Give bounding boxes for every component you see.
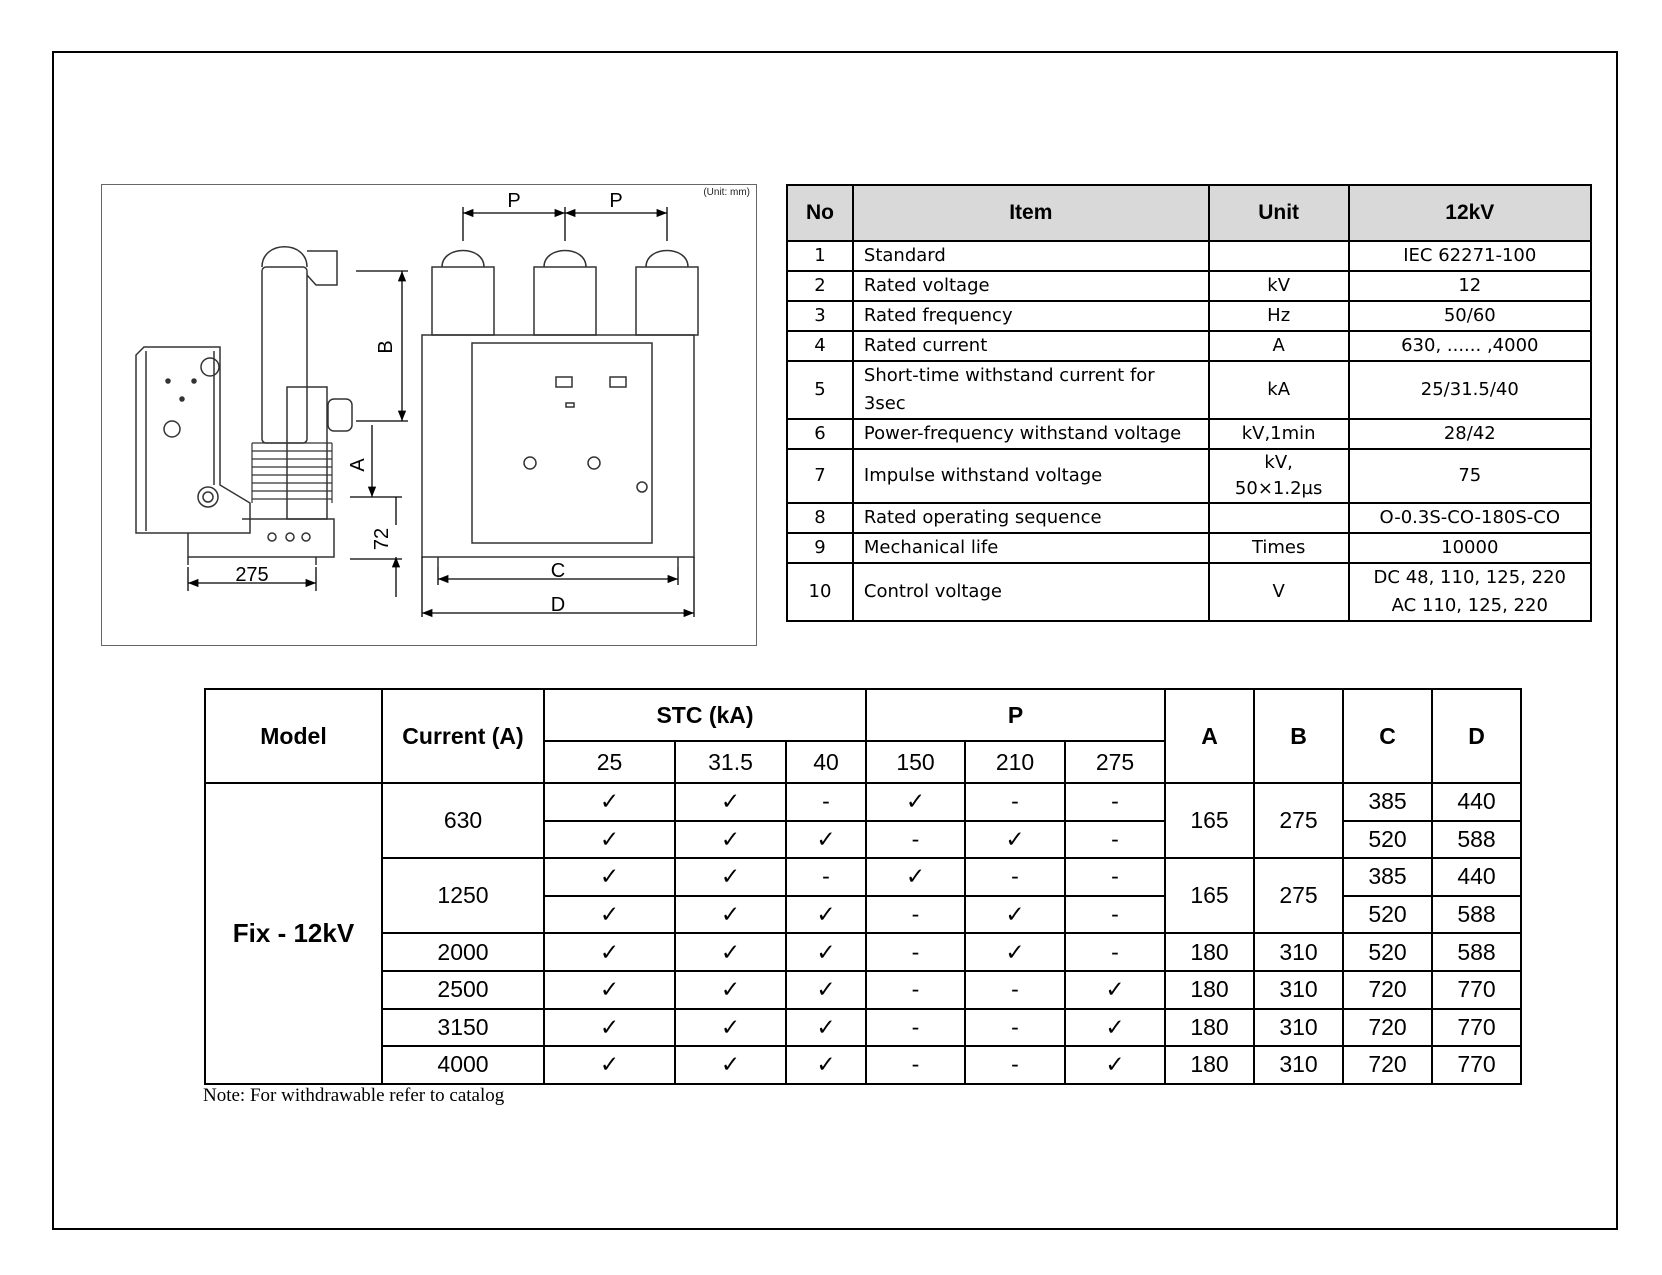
- spec-unit: kV: [1209, 271, 1349, 301]
- spec-unit: V: [1209, 563, 1349, 621]
- spec-item: Rated operating sequence: [853, 503, 1209, 533]
- spec-header-unit: Unit: [1209, 185, 1349, 241]
- header-stc: STC (kA): [544, 689, 866, 741]
- spec-item: Rated voltage: [853, 271, 1209, 301]
- subheader-stc: 31.5: [675, 741, 786, 783]
- cell-d: 770: [1432, 1046, 1521, 1084]
- cell-stc40: ✓: [786, 1046, 866, 1084]
- cell-b: 310: [1254, 1046, 1343, 1084]
- cell-a: 165: [1165, 783, 1254, 858]
- cell-b: 275: [1254, 783, 1343, 858]
- cell-c: 385: [1343, 858, 1432, 896]
- cell-p150: ✓: [866, 783, 965, 821]
- spec-value: 28/42: [1349, 419, 1591, 449]
- cell-stc25: ✓: [544, 783, 675, 821]
- table-row: [205, 971, 1521, 1009]
- table-row: [205, 1009, 1521, 1047]
- spec-header-value: 12kV: [1349, 185, 1591, 241]
- spec-unit: A: [1209, 331, 1349, 361]
- subheader-stc: 25: [544, 741, 675, 783]
- cell-p210: -: [965, 1009, 1065, 1047]
- cell-a: 180: [1165, 1009, 1254, 1047]
- spec-item: Mechanical life: [853, 533, 1209, 563]
- model-header-row: [205, 689, 1521, 741]
- model-table: [204, 688, 1522, 1085]
- spec-unit: kA: [1209, 361, 1349, 419]
- cell-p210: -: [965, 858, 1065, 896]
- cell-p275: -: [1065, 896, 1165, 934]
- spec-value-line1: DC 48, 110, 125, 220: [1373, 567, 1567, 588]
- spec-item: Rated frequency: [853, 301, 1209, 331]
- spec-unit: Hz: [1209, 301, 1349, 331]
- cell-stc40: -: [786, 783, 866, 821]
- cell-current: 2500: [382, 971, 544, 1009]
- spec-item: Impulse withstand voltage: [853, 449, 1209, 503]
- spec-no: 5: [787, 361, 853, 419]
- header-c: C: [1343, 689, 1432, 783]
- side-housing: [136, 347, 250, 533]
- spec-unit: kV,1min: [1209, 419, 1349, 449]
- cell-p275: -: [1065, 858, 1165, 896]
- footnote: Note: For withdrawable refer to catalog: [203, 1085, 505, 1106]
- side-upper-pole: [262, 267, 307, 443]
- header-b: B: [1254, 689, 1343, 783]
- front-body: [422, 335, 694, 557]
- model-name: Fix - 12kV: [205, 783, 382, 1084]
- cell-b: 275: [1254, 858, 1343, 933]
- spec-item: Control voltage: [853, 563, 1209, 621]
- cell-stc25: ✓: [544, 971, 675, 1009]
- cell-p210: -: [965, 783, 1065, 821]
- cell-c: 520: [1343, 896, 1432, 934]
- cell-a: 180: [1165, 971, 1254, 1009]
- cell-stc25: ✓: [544, 821, 675, 859]
- cell-stc40: ✓: [786, 1009, 866, 1047]
- spec-no: 1: [787, 241, 853, 271]
- spec-header-item: Item: [853, 185, 1209, 241]
- spec-row: [787, 271, 1591, 301]
- cell-p150: -: [866, 933, 965, 971]
- spec-row: [787, 533, 1591, 563]
- cell-p150: -: [866, 1009, 965, 1047]
- cell-b: 310: [1254, 1009, 1343, 1047]
- spec-header-row: [787, 185, 1591, 241]
- front-pole-2: [534, 267, 596, 335]
- spec-unit: [1209, 503, 1349, 533]
- spec-item: Power-frequency withstand voltage: [853, 419, 1209, 449]
- spec-value: O-0.3S-CO-180S-CO: [1349, 503, 1591, 533]
- spec-unit: kV, 50×1.2µs: [1209, 449, 1349, 503]
- dim-label-d: D: [550, 594, 566, 616]
- spec-value: 12: [1349, 271, 1591, 301]
- spec-unit: Times: [1209, 533, 1349, 563]
- spec-value: 25/31.5/40: [1349, 361, 1591, 419]
- subheader-stc: 40: [786, 741, 866, 783]
- breaker-outline-svg: [102, 185, 758, 647]
- cell-stc40: -: [786, 858, 866, 896]
- subheader-p: 150: [866, 741, 965, 783]
- cell-stc31: ✓: [675, 858, 786, 896]
- header-model: Model: [205, 689, 382, 783]
- cell-stc25: ✓: [544, 933, 675, 971]
- cell-p150: ✓: [866, 858, 965, 896]
- cell-stc31: ✓: [675, 1009, 786, 1047]
- cell-b: 310: [1254, 933, 1343, 971]
- dim-label-p2: P: [609, 190, 623, 212]
- header-a: A: [1165, 689, 1254, 783]
- cell-p150: -: [866, 1046, 965, 1084]
- spec-no: 10: [787, 563, 853, 621]
- cell-stc31: ✓: [675, 896, 786, 934]
- front-panel: [472, 343, 652, 543]
- cell-c: 520: [1343, 933, 1432, 971]
- cell-d: 770: [1432, 971, 1521, 1009]
- cell-stc25: ✓: [544, 1046, 675, 1084]
- cell-p275: -: [1065, 783, 1165, 821]
- spec-no: 9: [787, 533, 853, 563]
- spec-no: 2: [787, 271, 853, 301]
- cell-p275: -: [1065, 821, 1165, 859]
- cell-stc40: ✓: [786, 933, 866, 971]
- spec-item: Standard: [853, 241, 1209, 271]
- front-pole-1: [432, 267, 494, 335]
- side-knob: [201, 358, 219, 376]
- cell-p275: ✓: [1065, 1046, 1165, 1084]
- cell-p210: ✓: [965, 933, 1065, 971]
- cell-p210: -: [965, 971, 1065, 1009]
- cell-p210: -: [965, 1046, 1065, 1084]
- cell-d: 770: [1432, 1009, 1521, 1047]
- spec-row: [787, 419, 1591, 449]
- subheader-p: 275: [1065, 741, 1165, 783]
- cell-p275: ✓: [1065, 971, 1165, 1009]
- table-row: [205, 1046, 1521, 1084]
- cell-stc40: ✓: [786, 896, 866, 934]
- table-row: [205, 783, 1521, 821]
- cell-p210: ✓: [965, 896, 1065, 934]
- cell-stc25: ✓: [544, 858, 675, 896]
- spec-value-line2: AC 110, 125, 220: [1391, 595, 1548, 616]
- spec-row: [787, 361, 1591, 419]
- dim-label-p1: P: [507, 190, 521, 212]
- cell-a: 180: [1165, 933, 1254, 971]
- spec-unit: [1209, 241, 1349, 271]
- cell-stc31: ✓: [675, 933, 786, 971]
- header-d: D: [1432, 689, 1521, 783]
- subheader-p: 210: [965, 741, 1065, 783]
- header-p: P: [866, 689, 1165, 741]
- dim-label-c: C: [550, 560, 566, 582]
- cell-current: 4000: [382, 1046, 544, 1084]
- spec-item: Short-time withstand current for 3sec: [853, 361, 1209, 419]
- dim-label-b: B: [375, 340, 397, 354]
- cell-p150: -: [866, 821, 965, 859]
- cell-c: 520: [1343, 821, 1432, 859]
- cell-current: 3150: [382, 1009, 544, 1047]
- cell-stc40: ✓: [786, 971, 866, 1009]
- spec-no: 3: [787, 301, 853, 331]
- cell-p210: ✓: [965, 821, 1065, 859]
- cell-c: 720: [1343, 1046, 1432, 1084]
- cell-current: 630: [382, 783, 544, 858]
- unit-note: (Unit: mm): [703, 187, 750, 198]
- cell-a: 180: [1165, 1046, 1254, 1084]
- spec-table: [786, 184, 1592, 622]
- cell-c: 720: [1343, 971, 1432, 1009]
- header-current: Current (A): [382, 689, 544, 783]
- cell-d: 588: [1432, 821, 1521, 859]
- spec-row: [787, 449, 1591, 503]
- dim-label-a: A: [347, 458, 369, 472]
- cell-stc25: ✓: [544, 896, 675, 934]
- cell-stc31: ✓: [675, 783, 786, 821]
- front-pole-3: [636, 267, 698, 335]
- cell-p275: ✓: [1065, 1009, 1165, 1047]
- cell-c: 385: [1343, 783, 1432, 821]
- spec-no: 6: [787, 419, 853, 449]
- cell-d: 440: [1432, 783, 1521, 821]
- cell-current: 1250: [382, 858, 544, 933]
- spec-row: [787, 301, 1591, 331]
- cell-d: 588: [1432, 896, 1521, 934]
- spec-item: Rated current: [853, 331, 1209, 361]
- cell-p150: -: [866, 971, 965, 1009]
- spec-no: 8: [787, 503, 853, 533]
- table-row: [205, 858, 1521, 896]
- dimension-drawing: [101, 184, 757, 646]
- cell-stc25: ✓: [544, 1009, 675, 1047]
- spec-value: IEC 62271-100: [1349, 241, 1591, 271]
- spec-no: 7: [787, 449, 853, 503]
- cell-b: 310: [1254, 971, 1343, 1009]
- spec-value: 630, ...... ,4000: [1349, 331, 1591, 361]
- spec-no: 4: [787, 331, 853, 361]
- cell-current: 2000: [382, 933, 544, 971]
- cell-p275: -: [1065, 933, 1165, 971]
- cell-stc31: ✓: [675, 971, 786, 1009]
- cell-stc40: ✓: [786, 821, 866, 859]
- spec-row: [787, 503, 1591, 533]
- cell-p150: -: [866, 896, 965, 934]
- dim-label-275: 275: [235, 564, 269, 586]
- cell-d: 588: [1432, 933, 1521, 971]
- cell-stc31: ✓: [675, 1046, 786, 1084]
- cell-a: 165: [1165, 858, 1254, 933]
- spec-value: [1349, 563, 1591, 621]
- dim-label-72: 72: [371, 527, 393, 551]
- spec-header-no: No: [787, 185, 853, 241]
- spec-value: 50/60: [1349, 301, 1591, 331]
- spec-row: [787, 563, 1591, 621]
- spec-row: [787, 331, 1591, 361]
- cell-stc31: ✓: [675, 821, 786, 859]
- table-row: [205, 933, 1521, 971]
- spec-value: 10000: [1349, 533, 1591, 563]
- cell-d: 440: [1432, 858, 1521, 896]
- cell-c: 720: [1343, 1009, 1432, 1047]
- spec-value: 75: [1349, 449, 1591, 503]
- spec-row: [787, 241, 1591, 271]
- side-base: [188, 519, 334, 557]
